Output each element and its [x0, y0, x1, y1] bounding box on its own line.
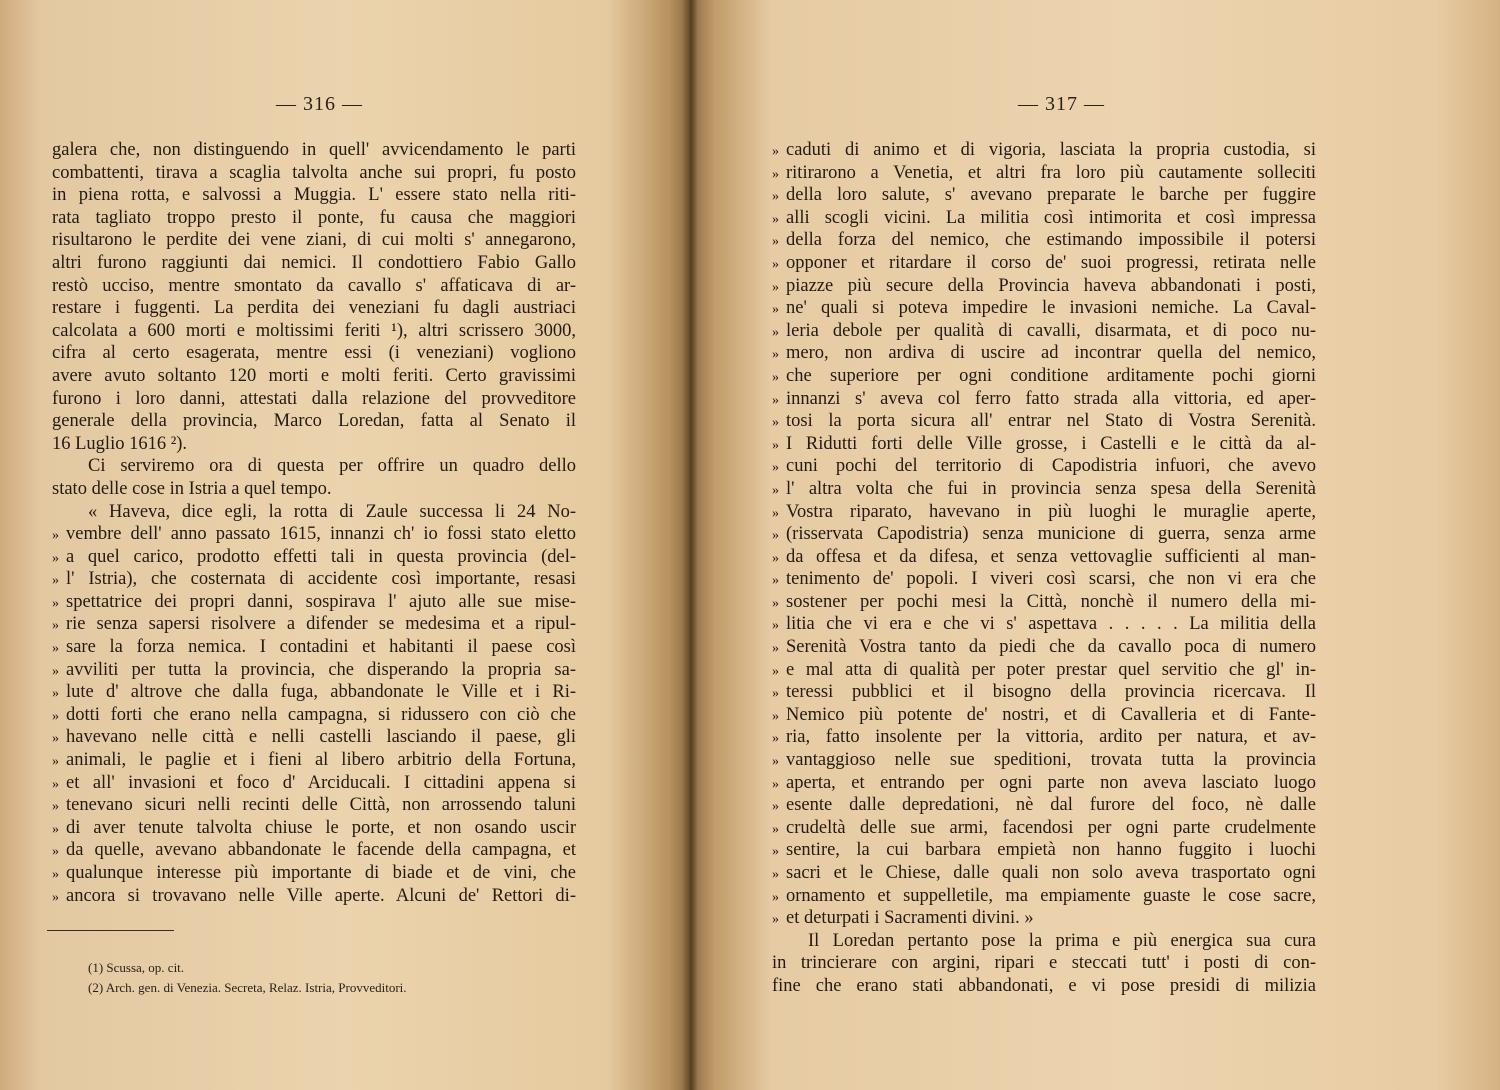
text-line: opponer et ritardare il corso de' suoi progressi, retirata nelle [786, 252, 1316, 273]
quote-mark: » [772, 144, 779, 159]
text-line: in trincierare con argini, ripari e steccati tutt' i posti di con- [772, 953, 1316, 974]
quoted-line [772, 817, 1316, 840]
quoted-line [772, 297, 1316, 320]
text-line: piazze più secure della Provincia haveva abbandonati i posti, [786, 275, 1316, 296]
quoted-line [772, 184, 1316, 207]
quote-mark: » [772, 234, 779, 250]
text-line: sacri et le Chiese, dalle quali non solo aveva trasportato ogni [786, 863, 1316, 883]
text-line: vembre dell' anno passato 1615, innanzi ch' io fossi stato eletto [66, 524, 576, 545]
text-line: et deturpati i Sacramenti divini. » [786, 908, 1034, 929]
quote-mark: » [772, 528, 779, 544]
quote-mark: » [52, 889, 59, 905]
text-line: combattenti, tirava a scaglia talvolta anche sui propri, fu posto [52, 162, 576, 183]
text-line: tosi la porta sicura all' entrar nel Stato di Vostra Serenità. [786, 411, 1316, 432]
text-line: mero, non ardiva di uscire ad incontrar quella del nemico, [786, 343, 1316, 364]
text-line: Serenità Vostra tanto da piedi che da cavallo poca di numero [786, 637, 1316, 658]
quote-mark: » [772, 912, 779, 928]
quote-mark: » [52, 708, 59, 724]
quoted-line [772, 568, 1316, 591]
quoted-line [772, 885, 1316, 908]
right-page [690, 0, 1500, 1090]
quoted-line [772, 410, 1316, 433]
text-line: sare la forza nemica. I contadini et habitanti il paese così [66, 637, 576, 658]
text-line: che superiore per ogni conditione arditamente pochi giorni [786, 365, 1316, 386]
quote-mark: » [772, 867, 779, 882]
quote-mark: » [772, 211, 779, 227]
text-line: generale della provincia, Marco Loredan, fatta al Senato il [52, 411, 576, 432]
quoted-line [772, 320, 1316, 343]
text-line: avere avuto soltanto 120 morti e molti feriti. Certo gravissimi [52, 365, 576, 386]
quoted-line [52, 613, 576, 636]
text-line: risultarono le perdite dei vene ziani, di cui molti s' annegarono, [52, 230, 576, 251]
quote-mark: » [772, 347, 779, 363]
quoted-line [52, 862, 576, 885]
quoted-line [772, 772, 1316, 795]
text-line: stato delle cose in Istria a quel tempo. [52, 478, 332, 499]
text-line: furono i loro danni, attestati dalla relazione del provveditore [52, 388, 576, 409]
text-line: 16 Luglio 1616 ²). [52, 433, 188, 454]
quote-mark: » [772, 415, 779, 431]
quote-mark: » [772, 369, 779, 385]
quoted-line [772, 252, 1316, 275]
quoted-line [772, 794, 1316, 817]
quote-mark: » [772, 844, 779, 860]
quote-mark: » [52, 686, 59, 702]
footnote-2: (2) Arch. gen. di Venezia. Secreta, Relaz. Istria, Provveditori. [88, 980, 407, 995]
text-line: tenevano sicuri nelli recinti delle Città, non arrossendo taluni [66, 795, 576, 816]
quote-mark: » [772, 460, 779, 476]
quoted-line [52, 794, 576, 817]
text-line: a quel carico, prodotto effetti tali in questa provincia (del- [66, 546, 576, 567]
quoted-line [52, 772, 576, 795]
text-line: avviliti per tutta la provincia, che disperando la propria sa- [66, 659, 576, 680]
quote-mark: » [772, 731, 779, 747]
quoted-line [52, 568, 576, 591]
text-line: leria debole per qualità di cavalli, disarmata, et di poco nu- [786, 320, 1316, 341]
quoted-line [772, 704, 1316, 727]
quote-mark: » [772, 573, 779, 589]
quoted-line [52, 749, 576, 772]
quote-mark: » [52, 799, 59, 815]
text-line: crudeltà delle sue armi, facendosi per ogni parte crudelmente [786, 817, 1316, 838]
quoted-line [772, 207, 1316, 230]
text-line: lute d' altrove che dalla fuga, abbandonate le Ville et i Ri- [66, 682, 576, 703]
quoted-line [52, 681, 576, 704]
text-line: sentire, la cui barbara empietà non hanno fuggito i luochi [786, 840, 1316, 861]
text-line: fine che erano stati abbandonati, e vi pose presidi di milizia [772, 975, 1316, 996]
text-line: I Ridutti forti delle Ville grosse, i Castelli e le città da al- [786, 433, 1316, 454]
text-line: ritirarono a Venetia, et altri fra loro più cautamente solleciti [786, 162, 1316, 183]
text-line: ria, fatto insolente per la vittoria, ardito per natura, et av- [786, 727, 1316, 748]
quote-mark: » [772, 641, 779, 657]
text-line: vantaggioso nelle sue speditioni, trovata tutta la provincia [786, 750, 1316, 771]
quoted-line [52, 885, 576, 908]
text-line: tenimento de' popoli. I viveri così scarsi, che non vi era che [786, 569, 1316, 590]
quote-mark: » [52, 731, 59, 747]
text-line: (risservata Capodistria) senza municione di guerra, senza arme [786, 524, 1316, 545]
text-line: restò ucciso, mentre smontato da cavallo s' affaticava di ar- [52, 275, 576, 296]
quote-mark: » [772, 302, 779, 318]
text-line: « Haveva, dice egli, la rotta di Zaule successa li 24 No- [88, 501, 576, 522]
quoted-line [52, 817, 576, 840]
text-line: litia che vi era e che vi s' aspettava . . . . . La militia della [786, 614, 1316, 635]
quoted-line [772, 501, 1316, 524]
text-line: restare i fuggenti. La perdita dei veneziani fu dagli austriaci [52, 298, 576, 319]
quote-mark: » [772, 482, 779, 498]
quoted-line [52, 636, 576, 659]
text-line: ancora si trovavano nelle Ville aperte. Alcuni de' Rettori di- [66, 885, 576, 906]
quoted-line [52, 523, 576, 546]
quote-mark: » [772, 799, 779, 815]
quote-mark: » [52, 528, 59, 544]
footnote-1: (1) Scussa, op. cit. [88, 960, 185, 975]
quoted-line [772, 681, 1316, 704]
footnotes [88, 958, 558, 998]
quoted-line [772, 365, 1316, 388]
text-line: calcolata a 600 morti e moltissimi feriti ¹), altri scrissero 3000, [52, 320, 576, 341]
text-line: altri furono raggiunti dai nemici. Il condottiero Fabio Gallo [52, 252, 576, 273]
quoted-line [772, 546, 1316, 569]
text-line: in piena rotta, e salvossi a Muggia. L' essere stato nella riti- [52, 185, 576, 206]
quoted-line [772, 433, 1316, 456]
text-line: della loro salute, s' avevano preparate le barche per fuggire [786, 185, 1316, 206]
text-line: aperta, et entrando per ogni parte non aveva lasciato luogo [786, 772, 1316, 793]
quoted-line [772, 139, 1316, 162]
quoted-line [52, 726, 576, 749]
left-page-body [52, 139, 576, 907]
text-line: Il Loredan pertanto pose la prima e più energica sua cura [808, 930, 1316, 951]
text-line: galera che, non distinguendo in quell' avvicendamento le parti [52, 140, 576, 160]
quoted-line [772, 839, 1316, 862]
quote-mark: » [772, 708, 779, 724]
quote-mark: » [772, 392, 779, 408]
quoted-line [772, 749, 1316, 772]
book-gutter [682, 0, 698, 1090]
text-line: l' Istria), che costernata di accidente così importante, resasi [66, 569, 576, 590]
quote-mark: » [772, 821, 779, 837]
quoted-line [772, 523, 1316, 546]
quoted-line [772, 229, 1316, 252]
quoted-line [772, 388, 1316, 411]
quote-mark: » [772, 166, 779, 182]
quoted-line [772, 659, 1316, 682]
quote-mark: » [772, 618, 779, 634]
quote-mark: » [52, 550, 59, 566]
quote-mark: » [52, 595, 59, 611]
text-line: spettatrice dei propri danni, sospirava l' ajuto alle sue mise- [66, 591, 576, 612]
quoted-line [52, 839, 576, 862]
page-number-317: — 317 — [1018, 93, 1105, 115]
text-line: Nemico più potente de' nostri, et di Cavalleria et di Fante- [786, 704, 1316, 725]
text-line: esente dalle depredationi, nè dal furore del foco, nè dalle [786, 795, 1316, 816]
text-line: cifra al certo esagerata, mentre essi (i veneziani) vogliono [52, 343, 576, 364]
quoted-line [52, 659, 576, 682]
quoted-line [772, 907, 1316, 930]
quoted-line [772, 275, 1316, 298]
text-line: Vostra riparato, havevano in più luoghi le muraglie aperte, [786, 501, 1316, 522]
quoted-line [772, 591, 1316, 614]
quoted-line [772, 342, 1316, 365]
quote-mark: » [772, 505, 779, 521]
quote-mark: » [772, 663, 779, 679]
text-line: di aver tenute talvolta chiuse le porte, et non osando uscir [66, 817, 576, 838]
quote-mark: » [52, 821, 59, 837]
text-line: innanzi s' aveva col ferro fatto strada alla vittoria, ed aper- [786, 388, 1316, 409]
text-line: rata tagliato troppo presto il ponte, fu causa che maggiori [52, 207, 576, 228]
text-line: e mal atta di qualità per poter prestar quel servitio che gl' in- [786, 659, 1316, 680]
quoted-line [772, 636, 1316, 659]
text-line: animali, le paglie et i fieni al libero arbitrio della Fortuna, [66, 750, 576, 771]
text-line: dotti forti che erano nella campagna, si ridussero con ciò che [66, 704, 576, 725]
footnote-rule [47, 930, 174, 931]
text-line: della forza del nemico, che estimando impossibile il potersi [786, 230, 1316, 251]
text-line: rie senza sapersi risolvere a difender se medesima et a ripul- [66, 614, 576, 635]
text-line: da offesa et da difesa, et senza vettovaglie sufficienti al man- [786, 546, 1316, 567]
quoted-line [772, 726, 1316, 749]
left-page [0, 0, 690, 1090]
right-page-body [772, 139, 1316, 998]
quoted-line [52, 546, 576, 569]
quote-mark: » [772, 889, 779, 905]
quote-mark: » [772, 279, 779, 295]
quote-mark: » [772, 324, 779, 340]
quote-mark: » [52, 618, 59, 634]
text-line: caduti di animo et di vigoria, lasciata la propria custodia, si [786, 140, 1316, 160]
quote-mark: » [772, 754, 779, 770]
text-line: Ci serviremo ora di questa per offrire un quadro dello [88, 456, 576, 477]
text-line: et all' invasioni et foco d' Arciducali. I cittadini appena si [66, 772, 576, 793]
quote-mark: » [772, 686, 779, 702]
quote-mark: » [52, 776, 59, 792]
text-line: cuni pochi del territorio di Capodistria infuori, che avevo [786, 456, 1316, 477]
quote-mark: » [772, 595, 779, 611]
text-line: alli scogli vicini. La militia così intimorita et così impressa [786, 207, 1316, 228]
quote-mark: » [772, 437, 779, 453]
text-line: teressi pubblici et il bisogno della provincia ricercava. Il [786, 682, 1316, 703]
quoted-line [772, 862, 1316, 885]
text-line: ornamento et suppelletile, ma empiamente guaste le cose sacre, [786, 885, 1316, 906]
quote-mark: » [772, 550, 779, 566]
quote-mark: » [52, 573, 59, 589]
quoted-line [772, 478, 1316, 501]
quoted-line [52, 591, 576, 614]
quote-mark: » [52, 754, 59, 770]
quoted-line [772, 162, 1316, 185]
page-number-316: — 316 — [276, 93, 363, 115]
text-line: sostener per pochi mesi la Città, nonchè il numero della mi- [786, 591, 1316, 612]
quote-mark: » [772, 776, 779, 792]
quote-mark: » [52, 867, 59, 882]
quoted-line [772, 613, 1316, 636]
quote-mark: » [772, 256, 779, 272]
quote-mark: » [772, 189, 779, 205]
quoted-line [772, 455, 1316, 478]
text-line: l' altra volta che fui in provincia senza spesa della Serenità [786, 478, 1316, 499]
quote-mark: » [52, 663, 59, 679]
text-line: ne' quali si poteva impedire le invasioni nemiche. La Caval- [786, 298, 1316, 319]
text-line: da quelle, avevano abbandonate le facende della campagna, et [66, 840, 576, 861]
quote-mark: » [52, 844, 59, 860]
quoted-line [52, 704, 576, 727]
text-line: qualunque interesse più importante di biade et de vini, che [66, 863, 576, 883]
quote-mark: » [52, 641, 59, 657]
text-line: havevano nelle città e nelli castelli lasciando il paese, gli [66, 727, 576, 748]
